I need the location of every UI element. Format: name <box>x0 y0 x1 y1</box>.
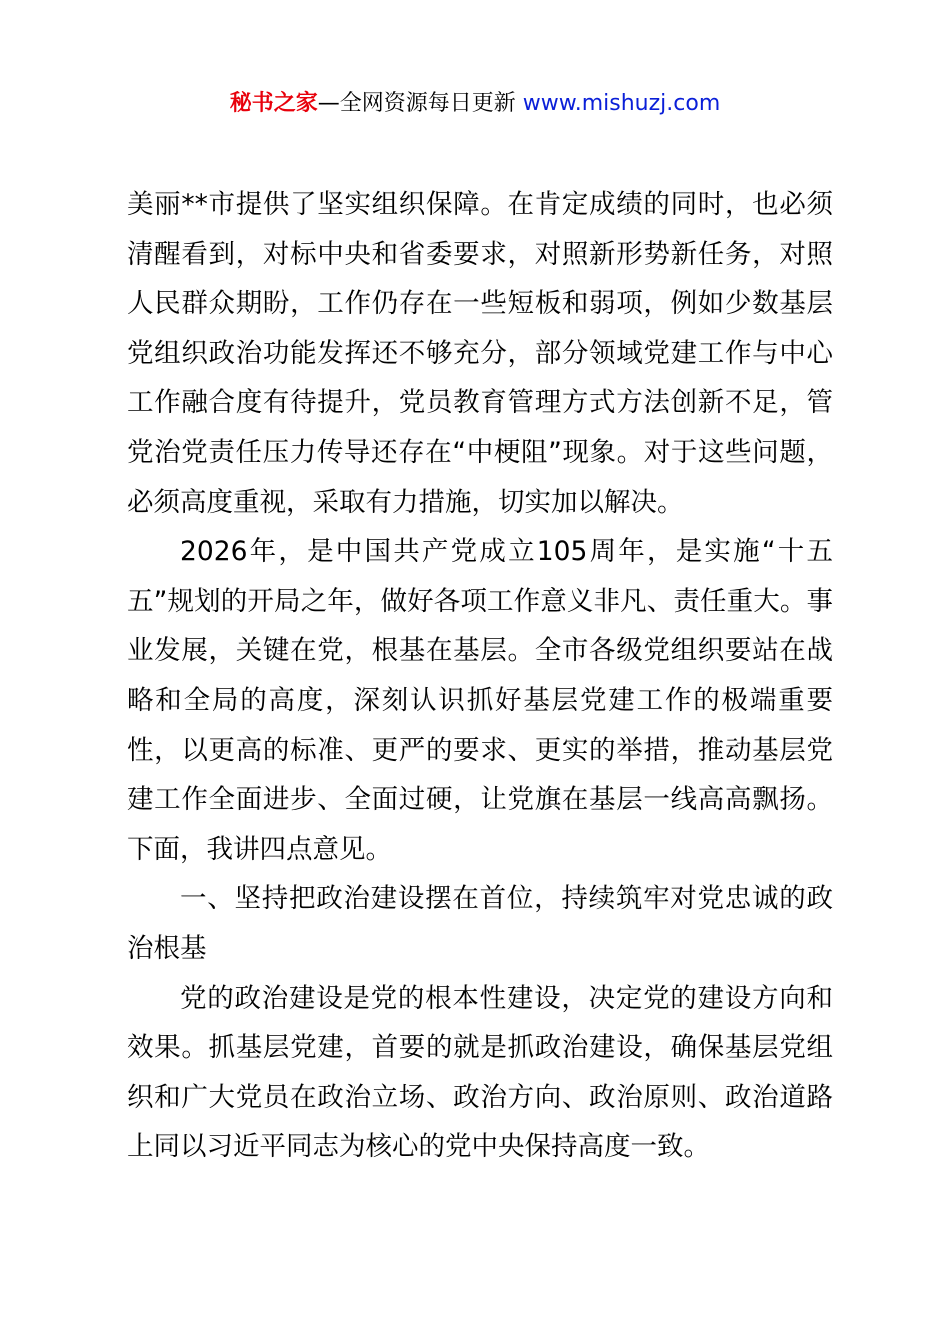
site-tagline: —全网资源每日更新 <box>317 91 523 116</box>
paragraph-continuation: 美丽**市提供了坚实组织保障。在肯定成绩的同时，也必须清醒看到，对标中央和省委要求，对照新形势新任务，对照人民群众期盼，工作仍存在一些短板和弱项，例如少数基层党组织政治功能发挥还不够充分，部分领域党建工作与中心工作融合度有待提升，党员教育管理方式方法创新不足，管党治党责任压力传导还存在“中梗阻”现象。对于这些问题，必须高度重视，采取有力措施，切实加以解决。 <box>127 189 833 518</box>
site-brand: 秘书之家 <box>229 91 318 116</box>
site-url-link[interactable]: www.mishuzj.com <box>522 91 721 116</box>
document-body <box>127 180 833 1172</box>
paragraph: 2026年，是中国共产党成立105周年，是实施“十五五”规划的开局之年，做好各项工作意义非凡、责任重大。事业发展，关键在党，根基在基层。全市各级党组织要站在战略和全局的高度，深刻认识抓好基层党建工作的极端重要性，以更高的标准、更严的要求、更实的举措，推动基层党建工作全面进步、全面过硬，让党旗在基层一线高高飘扬。下面，我讲四点意见。 <box>127 536 833 865</box>
site-header <box>0 88 950 120</box>
paragraph: 党的政治建设是党的根本性建设，决定党的建设方向和效果。抓基层党建，首要的就是抓政治建设，确保基层党组织和广大党员在政治立场、政治方向、政治原则、政治道路上同以习近平同志为核心的党中央保持高度一致。 <box>127 982 833 1163</box>
section-heading: 一、坚持把政治建设摆在首位，持续筑牢对党忠诚的政治根基 <box>127 883 833 964</box>
